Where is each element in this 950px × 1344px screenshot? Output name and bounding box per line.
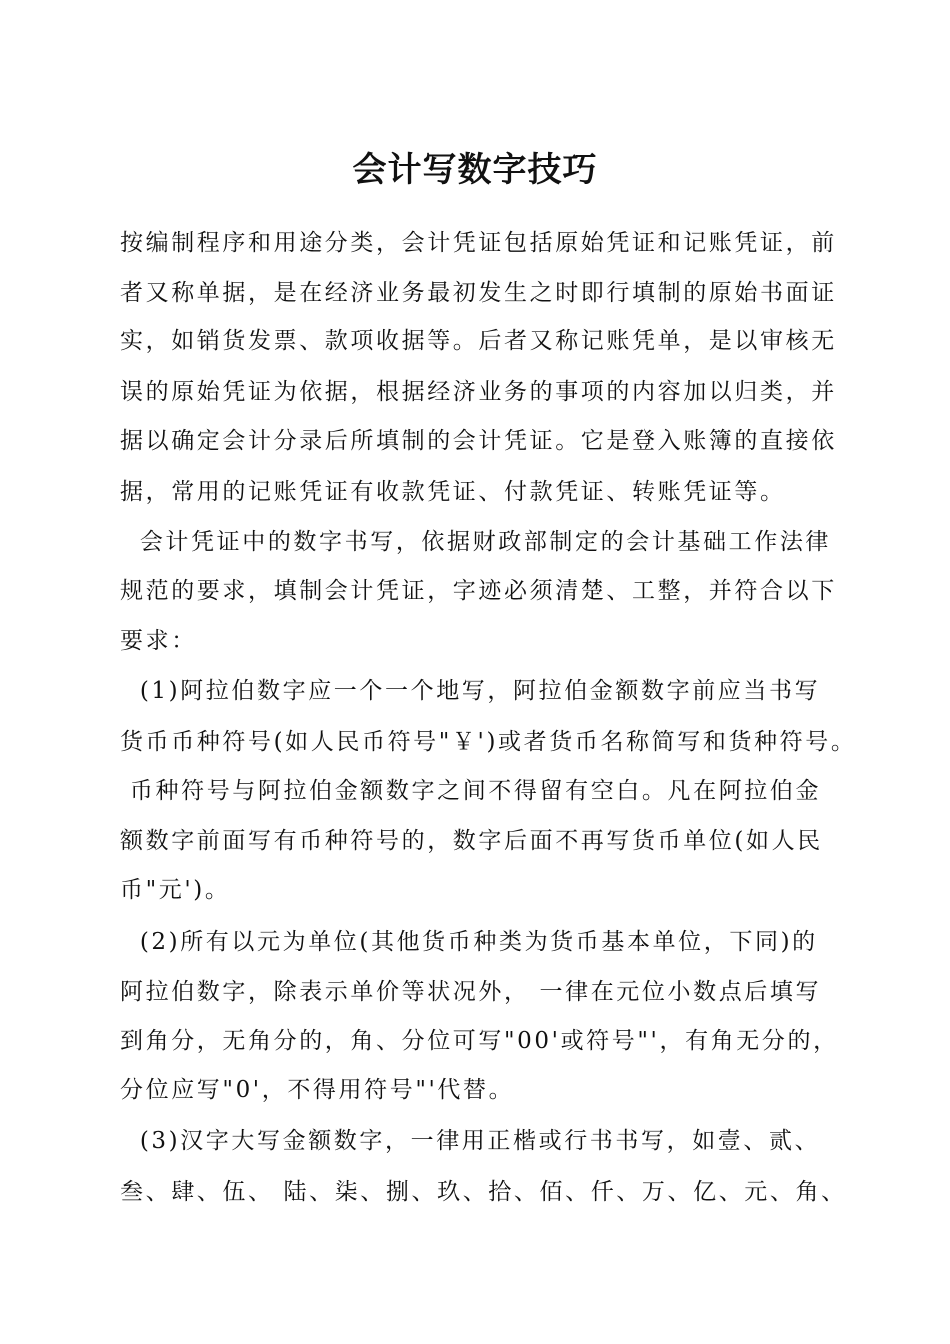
paragraph-line: (3)汉字大写金额数字，一律用正楷或行书书写，如壹、贰、: [120, 1128, 821, 1154]
paragraph-line: 据以确定会计分录后所填制的会计凭证。它是登入账簿的直接依: [120, 428, 837, 454]
paragraph-line: 据，常用的记账凭证有收款凭证、付款凭证、转账凭证等。: [120, 479, 786, 505]
paragraph-line: (1)阿拉伯数字应一个一个地写，阿拉伯金额数字前应当书写: [120, 678, 821, 704]
paragraph-line: 误的原始凭证为依据，根据经济业务的事项的内容加以归类，并: [120, 379, 837, 405]
paragraph-line: 者又称单据，是在经济业务最初发生之时即行填制的原始书面证: [120, 280, 837, 306]
paragraph-line: 阿拉伯数字，除表示单价等状况外， 一律在元位小数点后填写: [120, 979, 822, 1005]
paragraph-line: 到角分，无角分的，角、分位可写"00'或符号"'，有角无分的，: [120, 1028, 839, 1054]
paragraph-line: 叁、肆、伍、 陆、柒、捌、玖、拾、佰、仟、万、亿、元、角、: [120, 1179, 847, 1205]
paragraph-line: 币"元')。: [120, 877, 231, 903]
paragraph-line: 货币币种符号(如人民币符号"￥')或者货币名称简写和货种符号。: [120, 729, 857, 755]
paragraph-line: (2)所有以元为单位(其他货币种类为货币基本单位，下同)的: [120, 929, 818, 955]
paragraph-line: 实，如销货发票、款项收据等。后者又称记账凭单，是以审核无: [120, 328, 837, 354]
paragraph-line: 要求：: [120, 628, 197, 654]
paragraph-line: 币种符号与阿拉伯金额数字之间不得留有空白。凡在阿拉伯金: [120, 778, 822, 804]
document-title: 会计写数字技巧: [352, 150, 598, 190]
paragraph-line: 规范的要求，填制会计凭证，字迹必须清楚、工整，并符合以下: [120, 578, 837, 604]
paragraph-line: 额数字前面写有币种符号的，数字后面不再写货币单位(如人民: [120, 828, 823, 854]
paragraph-line: 会计凭证中的数字书写，依据财政部制定的会计基础工作法律: [120, 529, 832, 555]
paragraph-line: 按编制程序和用途分类，会计凭证包括原始凭证和记账凭证，前: [120, 230, 837, 256]
paragraph-line: 分位应写"0'，不得用符号"'代替。: [120, 1077, 515, 1103]
